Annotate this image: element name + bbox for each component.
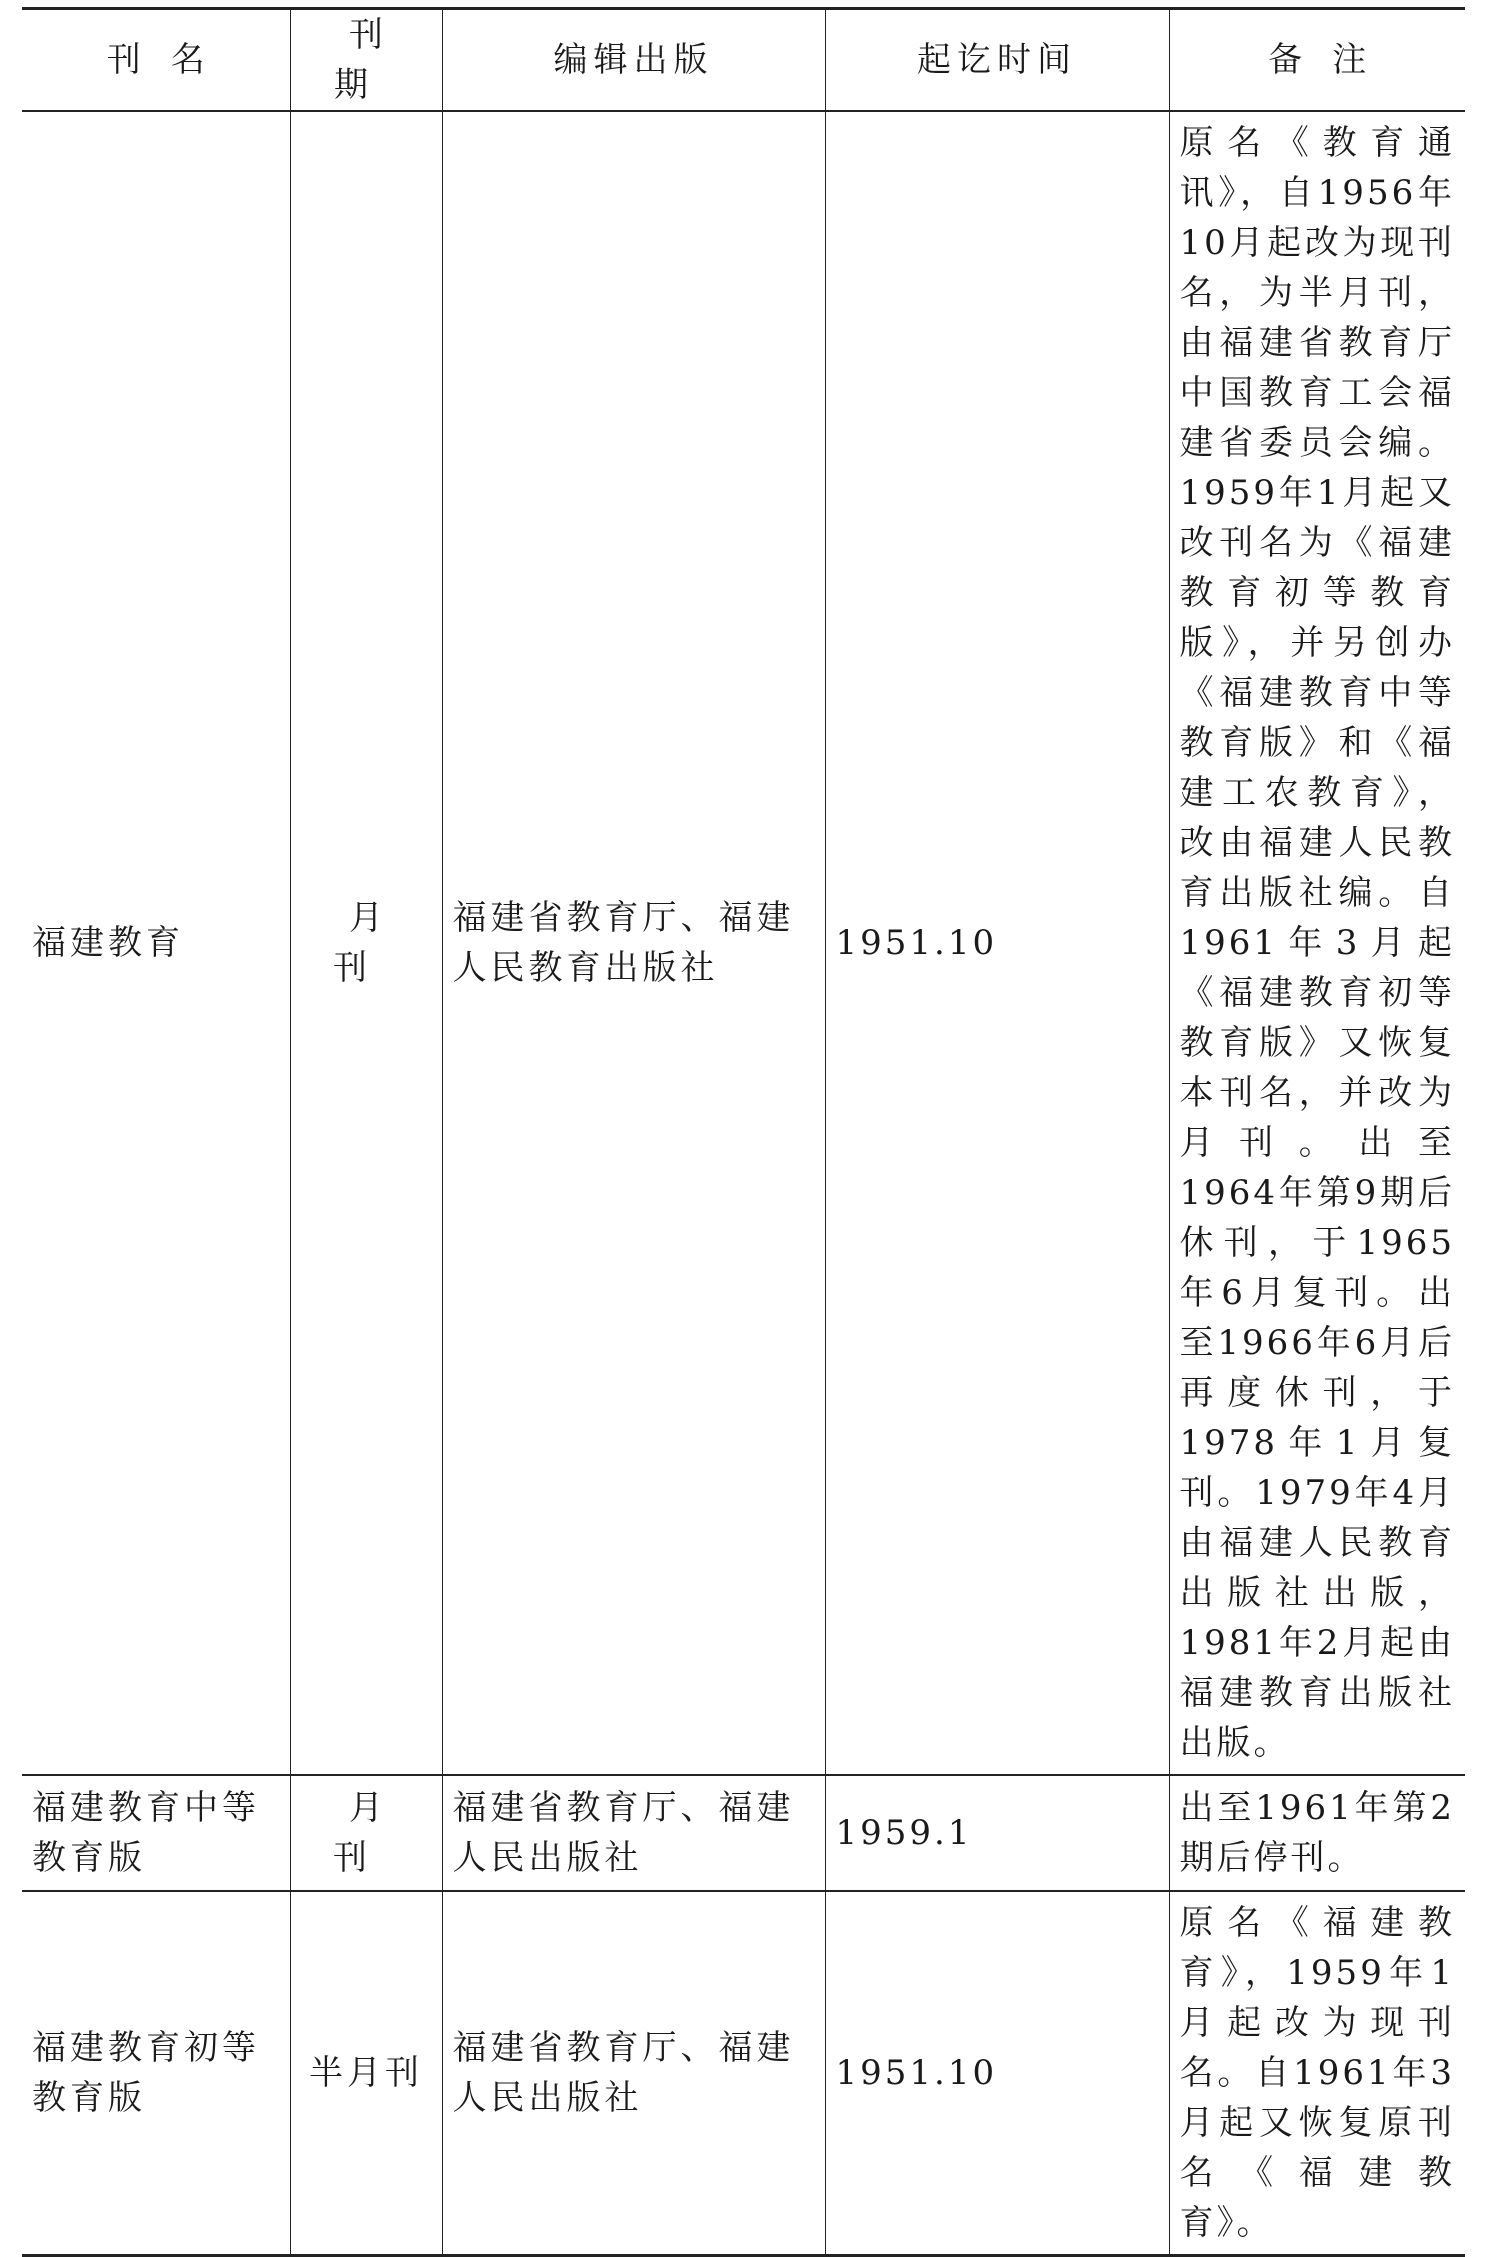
header-remarks: 备注 bbox=[1169, 9, 1465, 112]
cell-publisher: 福建省教育厅、福建人民出版社 bbox=[442, 1891, 825, 2256]
table-header bbox=[22, 9, 1465, 112]
table-row bbox=[22, 1775, 1465, 1891]
header-frequency: 刊期 bbox=[290, 9, 442, 112]
cell-frequency: 半月刊 bbox=[290, 1891, 442, 2256]
cell-name: 福建教育 bbox=[22, 111, 290, 1775]
header-row bbox=[22, 9, 1465, 112]
header-name: 刊名 bbox=[22, 9, 290, 112]
cell-remarks: 原名《教育通讯》，自1956年10月起改为现刊名，为半月刊，由福建省教育厅中国教育工会福建省委员会编。1959年1月起又改刊名为《福建教育初等教育版》，并另创办《福建教育中等教育版》和《福建工农教育》，改由福建人民教育出版社编。自1961年3月起《福建教育初等教育版》又恢复本刊名，并改为月刊。出至1964年第9期后休刊，于1965年6月复刊。出至1966年6月后再度休刊，于1978年1月复刊。1979年4月由福建人民教育出版社出版，1981年2月起由福建教育出版社出版。 bbox=[1169, 111, 1465, 1775]
cell-frequency: 月刊 bbox=[290, 1775, 442, 1891]
cell-name: 福建教育初等教育版 bbox=[22, 1891, 290, 2256]
cell-period: 1951.10 bbox=[825, 1891, 1169, 2256]
cell-remarks: 原名《福建教育》，1959年1月起改为现刊名。自1961年3月起又恢复原刊名《福建教育》。 bbox=[1169, 1891, 1465, 2256]
periodicals-table bbox=[22, 7, 1465, 2257]
cell-publisher: 福建省教育厅、福建人民教育出版社 bbox=[442, 111, 825, 1775]
table-body bbox=[22, 111, 1465, 2256]
cell-period: 1959.1 bbox=[825, 1775, 1169, 1891]
cell-remarks: 出至1961年第2期后停刊。 bbox=[1169, 1775, 1465, 1891]
cell-name: 福建教育中等教育版 bbox=[22, 1775, 290, 1891]
header-period: 起讫时间 bbox=[825, 9, 1169, 112]
cell-period: 1951.10 bbox=[825, 111, 1169, 1775]
header-publisher: 编辑出版 bbox=[442, 9, 825, 112]
cell-publisher: 福建省教育厅、福建人民出版社 bbox=[442, 1775, 825, 1891]
table-row bbox=[22, 111, 1465, 1775]
table-row bbox=[22, 1891, 1465, 2256]
cell-frequency: 月刊 bbox=[290, 111, 442, 1775]
